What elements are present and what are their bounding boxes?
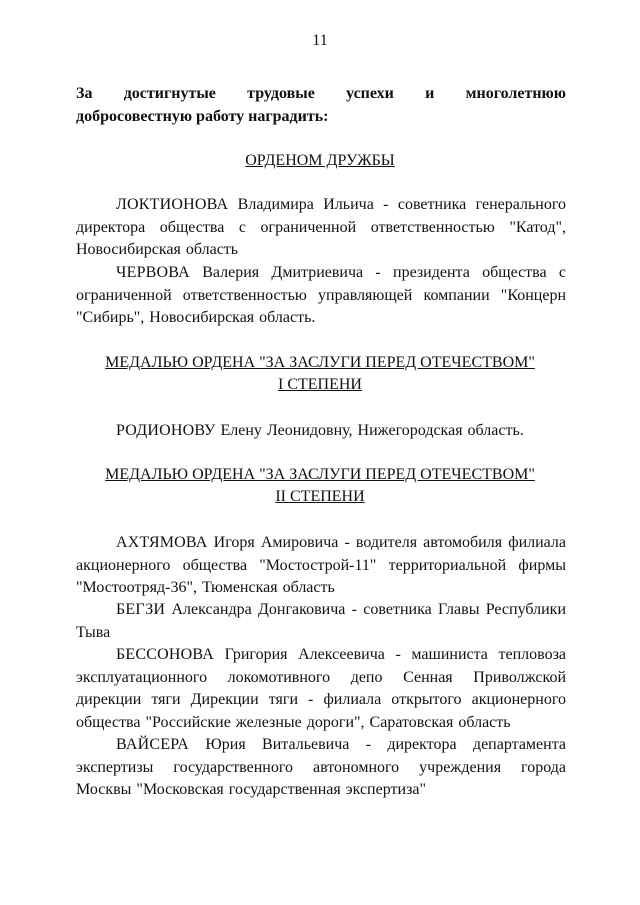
heading-line: МЕДАЛЬЮ ОРДЕНА "ЗА ЗАСЛУГИ ПЕРЕД ОТЕЧЕСТВОМ" — [105, 466, 535, 483]
intro-line-1: За достигнутые трудовые успехи и многолетнюю — [76, 85, 566, 102]
awardee-details: Игоря Амировича - водителя автомобиля филиала акционерного общества "Мостострой-11" территориальной фирмы "Мостоотряд-36", Тюменская область — [76, 534, 566, 596]
awardee-name: ЧЕРВОВА — [116, 264, 190, 281]
awardee-name: АХТЯМОВА — [116, 534, 208, 551]
awardee-name: БЕГЗИ — [116, 601, 166, 618]
section-heading-medal-1st-degree — [0, 352, 640, 396]
award-entry — [76, 420, 566, 443]
award-intro — [76, 82, 566, 128]
section-heading-order-of-friendship — [0, 150, 640, 172]
awardee-name: РОДИОНОВУ — [116, 422, 216, 439]
award-entry — [76, 194, 566, 262]
heading-line: I СТЕПЕНИ — [278, 376, 362, 393]
awardee-details: Владимира Ильича - советника генерального директора общества с ограниченной ответственностью "Катод", Новосибирская область — [76, 196, 566, 258]
awardee-details: Елену Леонидовну, Нижегородская область. — [215, 422, 524, 439]
awardee-details: Григория Алексеевича - машиниста тепловоза эксплуатационного локомотивного депо Сенная Приволжской дирекции тяги Дирекции тяги - филиала открытого акционерного общества "Российские железные дороги", Саратовская область — [76, 646, 566, 731]
award-entry — [76, 532, 566, 600]
heading-line: II СТЕПЕНИ — [275, 488, 365, 505]
awardee-name: ВАЙСЕРА — [116, 736, 190, 753]
section-heading-medal-2nd-degree — [0, 464, 640, 508]
award-entry — [76, 262, 566, 330]
awardee-name: ЛОКТИОНОВА — [116, 196, 229, 213]
award-entry — [76, 644, 566, 734]
awardee-details: Валерия Дмитриевича - президента общества с ограниченной ответственностью управляющей компании "Концерн "Сибирь", Новосибирская область. — [76, 264, 566, 326]
awardee-name: БЕССОНОВА — [116, 646, 214, 663]
award-entry — [76, 734, 566, 802]
heading-line: ОРДЕНОМ ДРУЖБЫ — [245, 152, 395, 169]
intro-line-2: добросовестную работу наградить: — [76, 108, 329, 125]
awardee-details: Юрия Витальевича - директора департамента экспертизы государственного автономного учреждения города Москвы "Московская государственная экспертиза" — [76, 736, 566, 798]
award-entry — [76, 599, 566, 644]
heading-line: МЕДАЛЬЮ ОРДЕНА "ЗА ЗАСЛУГИ ПЕРЕД ОТЕЧЕСТВОМ" — [105, 354, 535, 371]
awardee-details: Александра Донгаковича - советника Главы Республики Тыва — [76, 601, 566, 641]
page-number: 11 — [312, 32, 328, 49]
